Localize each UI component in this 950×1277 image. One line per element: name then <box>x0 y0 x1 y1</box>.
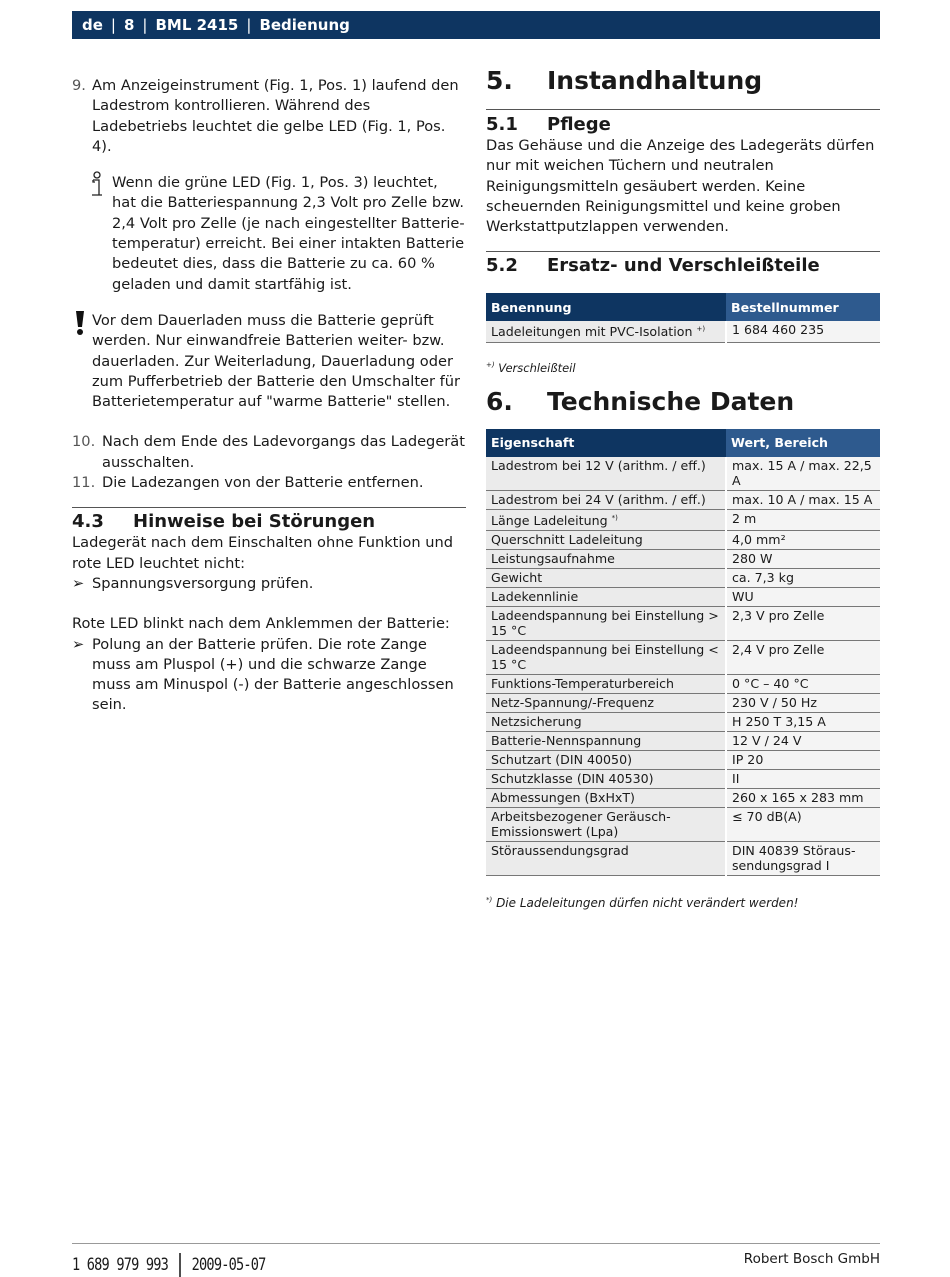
footer-doc-info <box>72 1253 266 1277</box>
column-header: Benennung <box>486 293 726 321</box>
table-cell: 280 W <box>726 549 880 568</box>
tech-footnote <box>486 896 880 910</box>
arrow-icon: ➢ <box>72 635 85 653</box>
action-text: Polung an der Batterie prüfen. Die rote Zange muss am Pluspol (+) und die schwarze Zange muss am Minuspol (-) der Batterie angeschlossen sein. <box>92 635 454 714</box>
section-title: Instandhaltung <box>547 66 763 95</box>
table-cell: WU <box>726 587 880 606</box>
footer-rule <box>72 1243 880 1244</box>
cell-text: Ladestrom bei 24 V (arithm. / eff.) <box>491 491 706 507</box>
section-title: Technische Daten <box>547 386 795 416</box>
doc-number: 1 689 979 993 <box>72 1255 169 1275</box>
footer-separator <box>179 1253 180 1277</box>
section-title: Hinweise bei Störungen <box>133 511 376 533</box>
cell-text: Gewicht <box>491 569 543 585</box>
table-row <box>486 712 880 731</box>
table-cell <box>486 693 726 712</box>
tech-data-table <box>486 429 880 876</box>
table-cell: 2,3 V pro Zelle <box>726 606 880 640</box>
step-text: Am Anzeigeinstrument (Fig. 1, Pos. 1) laufend den Ladestrom kontrollieren. Während des Ladebetriebs leuchtet die gelbe LED (Fig. 1, Pos. 4). <box>92 77 459 155</box>
section-5-heading <box>486 66 880 96</box>
table-cell <box>486 841 726 875</box>
table-row <box>486 750 880 769</box>
table-cell <box>486 321 726 342</box>
header-separator: | <box>110 16 116 34</box>
cell-text: Störaussendungsgrad <box>491 842 629 858</box>
step-text: Nach dem Ende des Ladevorgangs das Ladegerät ausschalten. <box>102 433 465 471</box>
table-header-row <box>486 429 880 457</box>
header-model: BML 2415 <box>155 16 239 34</box>
table-cell: 4,0 mm² <box>726 530 880 549</box>
table-cell <box>486 490 726 509</box>
table-row <box>486 640 880 674</box>
step-11 <box>72 473 466 493</box>
table-cell <box>486 712 726 731</box>
table-cell <box>486 606 726 640</box>
step-number: 10. <box>72 433 96 451</box>
step-number: 11. <box>72 474 96 492</box>
footnote-mark: +) <box>486 360 495 369</box>
table-cell: ≤ 70 dB(A) <box>726 807 880 841</box>
section-rule <box>72 507 466 508</box>
table-row <box>486 674 880 693</box>
table-cell: 12 V / 24 V <box>726 731 880 750</box>
footnote-text: Die Ladeleitungen dürfen nicht verändert werden! <box>496 895 799 910</box>
table-row <box>486 606 880 640</box>
fault-2-description: Rote LED blinkt nach dem Anklemmen der Batterie: <box>72 615 450 633</box>
table-cell: 1 684 460 235 <box>726 321 880 342</box>
step-9 <box>72 76 466 157</box>
column-header: Eigenschaft <box>486 429 726 457</box>
table-cell <box>486 788 726 807</box>
cell-text: Ladeleitungen mit PVC-Isolation <box>491 324 693 340</box>
cell-text: Arbeitsbezogener Geräusch-Emissionswert (Lpa) <box>491 808 671 839</box>
cell-text: Ladeendspannung bei Einstellung < 15 °C <box>491 641 719 672</box>
section-6-heading <box>486 387 880 417</box>
table-cell <box>486 731 726 750</box>
parts-table <box>486 293 880 342</box>
table-row <box>486 549 880 568</box>
table-cell <box>486 769 726 788</box>
table-cell <box>486 457 726 491</box>
header-separator: | <box>142 16 148 34</box>
cell-text: Batterie-Nennspannung <box>491 732 642 748</box>
step-10 <box>72 432 466 473</box>
footnote-mark: *) <box>611 513 618 522</box>
table-cell: ca. 7,3 kg <box>726 568 880 587</box>
section-5-1-heading <box>486 114 880 136</box>
section-number: 5. <box>486 66 513 95</box>
header-lang: de <box>82 16 103 34</box>
section-title: Ersatz- und Verschleißteile <box>547 255 820 277</box>
cell-text: Ladestrom bei 12 V (arithm. / eff.) <box>491 457 706 473</box>
fault-2-action <box>72 635 466 716</box>
table-cell <box>486 807 726 841</box>
table-cell <box>486 530 726 549</box>
section-number: 4.3 <box>72 511 104 533</box>
cell-text: Ladeendspannung bei Einstellung > 15 °C <box>491 607 719 638</box>
table-cell <box>486 587 726 606</box>
table-row <box>486 769 880 788</box>
table-cell: max. 15 A / max. 22,5 A <box>726 457 880 491</box>
step-number: 9. <box>72 77 86 94</box>
fault-1-description: Ladegerät nach dem Einschalten ohne Funktion und rote LED leuchtet nicht: <box>72 534 453 572</box>
section-number: 5.1 <box>486 114 518 135</box>
table-cell: 2,4 V pro Zelle <box>726 640 880 674</box>
header-page-number: 8 <box>123 16 135 34</box>
left-column <box>72 76 466 716</box>
care-paragraph: Das Gehäuse und die Anzeige des Ladegeräts dürfen nur mit weichen Tüchern und neutralen Reinigungsmitteln gesäubert werden. Keine scheuernden Reinigungsmittel und keine groben Werkstattputzlappen verwenden. <box>486 137 875 236</box>
section-4-3-heading <box>72 511 466 533</box>
cell-text: Abmessungen (BxHxT) <box>491 789 635 805</box>
cell-text: Funktions-Temperaturbereich <box>491 675 674 691</box>
table-row <box>486 509 880 530</box>
parts-footnote <box>486 361 880 375</box>
table-row <box>486 693 880 712</box>
info-note-text: Wenn die grüne LED (Fig. 1, Pos. 3) leuchtet, hat die Batteriespannung 2,3 Volt pro Zelle bzw. 2,4 Volt pro Zelle (je nach eingestellter Batterietemperatur) erreicht. Bei einer intakten Batterie bedeutet dies, dass die Batterie zu ca. 60 % geladen und damit startfähig ist. <box>112 174 465 293</box>
table-cell: IP 20 <box>726 750 880 769</box>
table-cell <box>486 509 726 530</box>
table-row <box>486 788 880 807</box>
table-cell: H 250 T 3,15 A <box>726 712 880 731</box>
table-cell <box>486 640 726 674</box>
table-cell <box>486 568 726 587</box>
table-row <box>486 568 880 587</box>
table-cell: 0 °C – 40 °C <box>726 674 880 693</box>
column-header: Wert, Bereich <box>726 429 880 457</box>
warning-note-text: Vor dem Dauerladen muss die Batterie geprüft werden. Nur einwandfreie Batterien weiter- bzw. dauerladen. Zur Weiterladung, Dauerladung oder zum Pufferbetrieb der Batterie den Umschalter für Batterietemperatur auf "warme Batterie" stellen. <box>92 311 461 411</box>
arrow-icon: ➢ <box>72 574 85 592</box>
company-name: Robert Bosch GmbH <box>743 1251 880 1267</box>
cell-text: Leistungsaufnahme <box>491 550 615 566</box>
page-header <box>72 11 880 39</box>
table-cell: max. 10 A / max. 15 A <box>726 490 880 509</box>
table-row <box>486 841 880 875</box>
doc-date: 2009-05-07 <box>191 1255 266 1275</box>
warning-note <box>72 311 466 412</box>
column-header: Bestellnummer <box>726 293 880 321</box>
table-row <box>486 530 880 549</box>
cell-text: Länge Ladeleitung <box>491 512 608 528</box>
table-row <box>486 490 880 509</box>
table-cell: 260 x 165 x 283 mm <box>726 788 880 807</box>
info-note <box>88 173 466 295</box>
table-row <box>486 587 880 606</box>
table-row <box>486 457 880 491</box>
section-number: 6. <box>486 386 513 416</box>
table-header-row <box>486 293 880 321</box>
section-title: Pflege <box>547 114 611 135</box>
section-number: 5.2 <box>486 255 518 277</box>
cell-text: Netzsicherung <box>491 713 582 729</box>
table-cell: II <box>726 769 880 788</box>
table-cell: DIN 40839 Störaussendungsgrad I <box>726 841 880 875</box>
section-rule <box>486 251 880 252</box>
table-cell <box>486 750 726 769</box>
section-5-2-heading <box>486 255 880 277</box>
footnote-text: Verschleißteil <box>498 360 576 375</box>
table-row <box>486 731 880 750</box>
section-rule <box>486 109 880 110</box>
cell-text: Schutzart (DIN 40050) <box>491 751 632 767</box>
table-row <box>486 321 880 342</box>
right-column <box>486 66 880 910</box>
table-cell <box>486 674 726 693</box>
fault-1-action <box>72 574 466 594</box>
table-cell: 2 m <box>726 509 880 530</box>
cell-text: Ladekennlinie <box>491 588 579 604</box>
cell-text: Querschnitt Ladeleitung <box>491 531 643 547</box>
step-text: Die Ladezangen von der Batterie entfernen. <box>102 474 424 492</box>
table-cell: 230 V / 50 Hz <box>726 693 880 712</box>
table-row <box>486 807 880 841</box>
footnote-mark: *) <box>486 895 493 904</box>
footnote-mark: +) <box>696 325 706 334</box>
table-cell <box>486 549 726 568</box>
info-icon <box>88 173 112 295</box>
cell-text: Netz-Spannung/-Frequenz <box>491 694 654 710</box>
header-separator: | <box>246 16 252 34</box>
header-section: Bedienung <box>259 16 350 34</box>
action-text: Spannungsversorgung prüfen. <box>92 574 314 592</box>
cell-text: Schutzklasse (DIN 40530) <box>491 770 654 786</box>
warning-icon <box>72 311 92 412</box>
